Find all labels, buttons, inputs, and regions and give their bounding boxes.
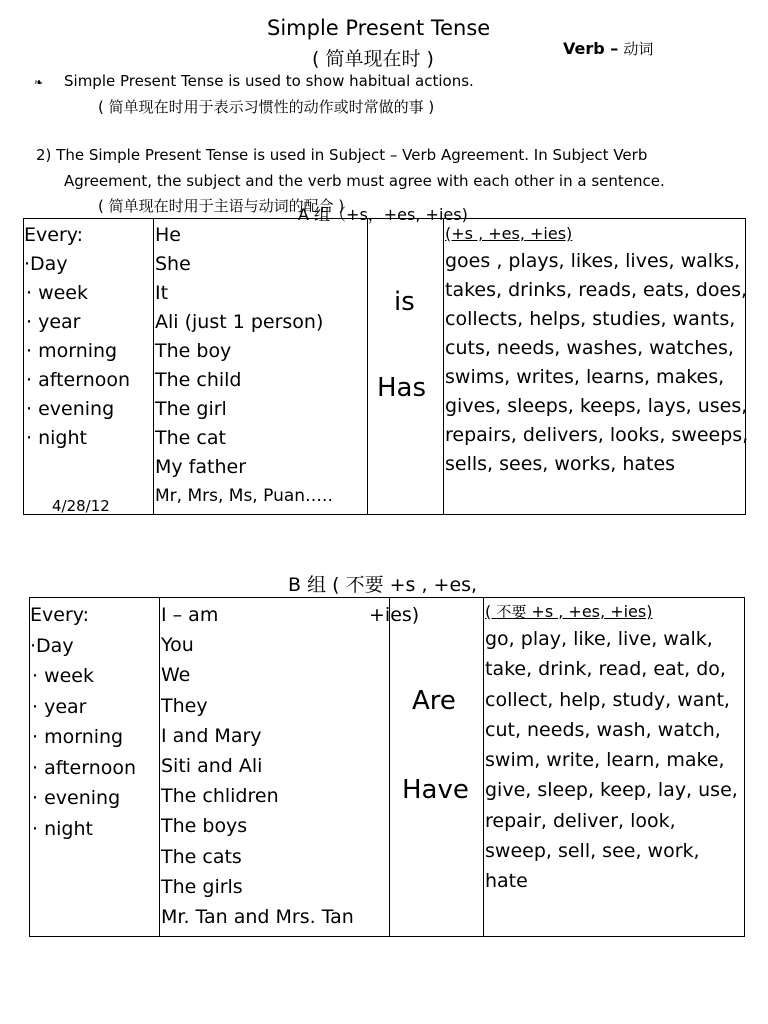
group-a-subjects xyxy=(155,221,333,511)
verb-row: goes , plays, likes, lives, walks, xyxy=(445,250,741,272)
time-word: · year xyxy=(32,695,87,718)
time-word: · week xyxy=(32,665,95,687)
time-word: · night xyxy=(32,817,93,840)
time-word: ·Day xyxy=(24,253,68,275)
verbs-header: (+s , +es, +ies) xyxy=(445,224,573,243)
time-word: · morning xyxy=(32,726,124,748)
group-b-table xyxy=(29,597,745,937)
time-word: Every: xyxy=(24,224,84,246)
time-word: · morning xyxy=(26,340,118,362)
point1-cn: ( 简单现在时用于表示习惯性的动作或时常做的事 ) xyxy=(98,98,435,116)
group-a-table xyxy=(23,218,749,515)
subject: We xyxy=(161,664,191,687)
subject: The girls xyxy=(161,875,243,898)
verb-row: hate xyxy=(485,870,528,893)
verbs-header-open: ( xyxy=(485,602,497,621)
point2-line2: Agreement, the subject and the verb must agree with each other in a sentence. xyxy=(64,172,665,190)
verb-row: repair, deliver, look, xyxy=(485,809,676,832)
time-word: · afternoon xyxy=(26,369,131,391)
subject: The cats xyxy=(161,845,242,868)
subject: The boys xyxy=(161,815,248,838)
subject: Mr, Mrs, Ms, Puan….. xyxy=(155,486,333,506)
time-word: · evening xyxy=(32,787,121,809)
verb-label-cn: 动词 xyxy=(623,40,654,58)
page-title-cn: ( 简单现在时 ) xyxy=(312,48,434,70)
verb-row: takes, drinks, reads, eats, does, xyxy=(445,279,748,301)
verb-row: swims, writes, learns, makes, xyxy=(445,366,725,388)
verb-row: cut, needs, wash, watch, xyxy=(485,718,721,741)
verb-row: cuts, needs, washes, watches, xyxy=(445,337,734,359)
group-a-verbs xyxy=(445,221,748,479)
group-b-label: B 组 ( 不要 +s , +es, xyxy=(288,574,478,596)
verb-row: give, sleep, keep, lay, use, xyxy=(485,779,738,802)
subject: They xyxy=(161,694,208,717)
time-word: · night xyxy=(26,427,87,449)
time-word: · afternoon xyxy=(32,756,137,779)
page-title: Simple Present Tense xyxy=(267,16,491,40)
verb-row: repairs, delivers, looks, sweeps, xyxy=(445,424,749,446)
point1-text: Simple Present Tense is used to show habitual actions. xyxy=(64,72,474,90)
verb-row: gives, sleeps, keeps, lays, uses, xyxy=(445,395,748,417)
subject: The chlidren xyxy=(161,785,279,808)
group-b-label-cont: +ies) xyxy=(369,604,420,626)
verbs-header xyxy=(485,600,738,624)
subject: It xyxy=(155,282,169,304)
verb-row: sells, sees, works, hates xyxy=(445,453,676,475)
verb-row: go, play, like, live, walk, xyxy=(485,628,713,650)
time-word: Every: xyxy=(30,604,90,626)
verb-row: collects, helps, studies, wants, xyxy=(445,308,736,330)
verb-is: is xyxy=(394,287,415,317)
verbs-header-cn: 不要 xyxy=(496,603,527,621)
verb-have: Have xyxy=(402,775,469,805)
group-a-time-words xyxy=(24,221,130,453)
subject: The boy xyxy=(155,340,232,362)
verb-row: collect, help, study, want, xyxy=(485,688,730,711)
group-b-time-words xyxy=(30,600,136,844)
verb-row: sweep, sell, see, work, xyxy=(485,840,700,863)
time-word: · evening xyxy=(26,398,115,420)
group-b-verbs xyxy=(485,600,738,897)
time-word: · year xyxy=(26,311,81,333)
subject: Mr. Tan and Mrs. Tan xyxy=(161,906,354,929)
point2-line1: 2) The Simple Present Tense is used in Subject – Verb Agreement. In Subject Verb xyxy=(36,146,648,164)
verbs-header-rest: +s , +es, +ies) xyxy=(526,602,653,621)
subject: I – am xyxy=(161,604,219,626)
point2-cn: ( 简单现在时用于主语与动词的配合 ) xyxy=(98,197,345,215)
subject: The girl xyxy=(155,398,227,420)
subject: He xyxy=(155,224,181,246)
verb-has: Has xyxy=(377,373,427,403)
subject: My father xyxy=(155,456,247,478)
subject: She xyxy=(155,253,191,275)
subject: Ali (just 1 person) xyxy=(155,311,324,333)
time-word: ·Day xyxy=(30,634,74,657)
time-word: · week xyxy=(26,282,89,304)
subject: You xyxy=(161,634,194,657)
group-b-subjects xyxy=(161,600,354,932)
group-a-label: A 组（+s，+es, +ies) xyxy=(298,205,468,224)
subject: I and Mary xyxy=(161,724,262,747)
subject: The cat xyxy=(155,427,226,449)
verb-row: take, drink, read, eat, do, xyxy=(485,658,726,681)
subject: The child xyxy=(155,369,242,391)
subject: Siti and Ali xyxy=(161,755,263,778)
verb-row: swim, write, learn, make, xyxy=(485,749,725,772)
bullet-icon: ❧ xyxy=(34,76,44,89)
verb-label xyxy=(563,38,653,59)
verb-label-en: Verb – xyxy=(563,39,619,58)
verb-are: Are xyxy=(412,686,456,716)
date-label: 4/28/12 xyxy=(52,497,110,515)
